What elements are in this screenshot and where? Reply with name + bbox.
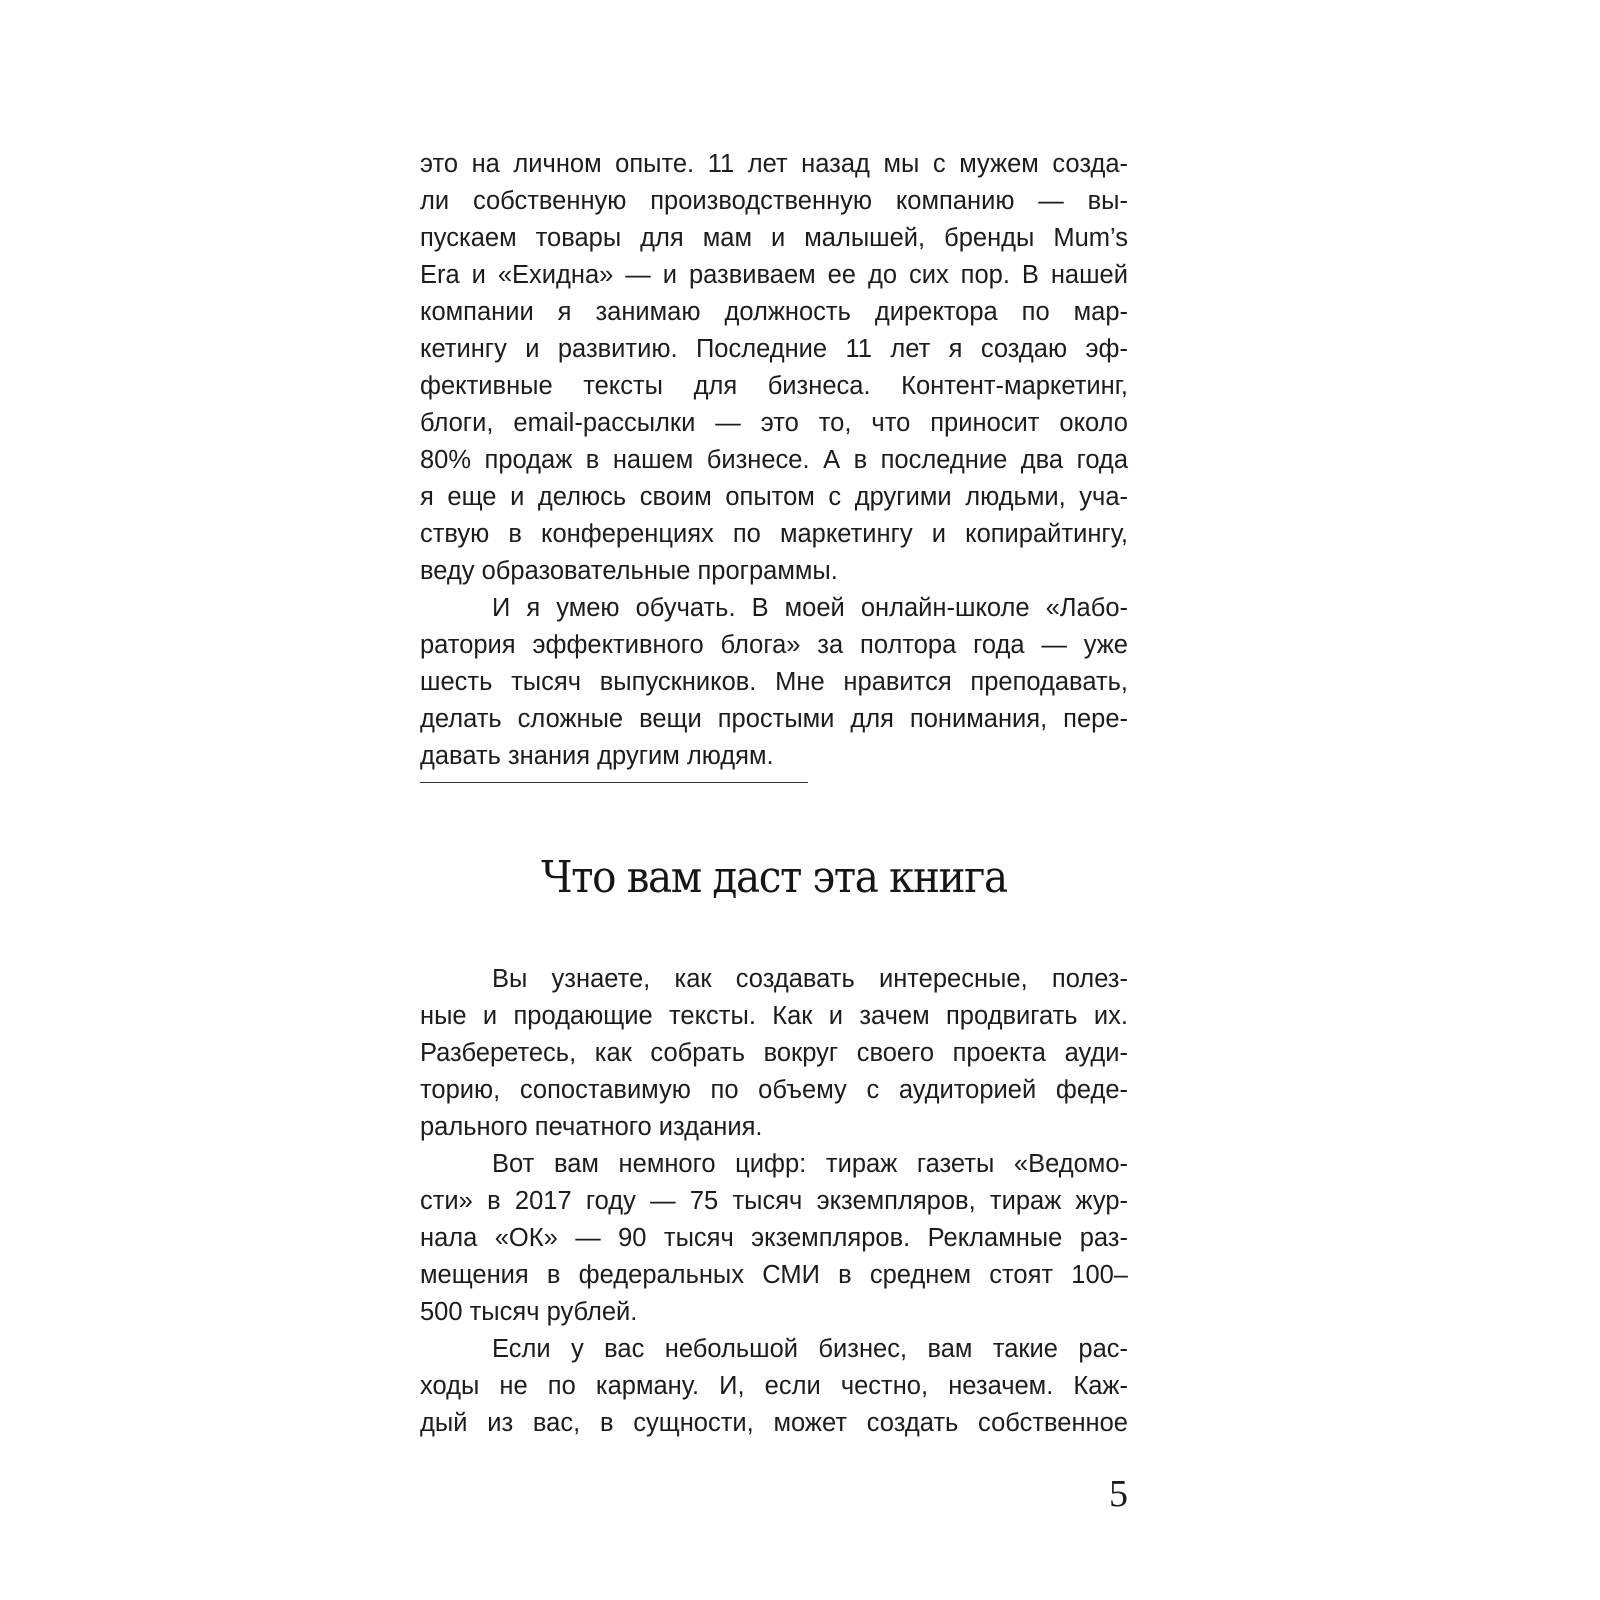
text-line: нала «ОК» — 90 тысяч экземпляров. Рекламные раз-: [420, 1224, 1128, 1252]
text-line: это на личном опыте. 11 лет назад мы с мужем созда-: [420, 150, 1128, 178]
text-line: сти» в 2017 году — 75 тысяч экземпляров, тираж жур-: [420, 1187, 1128, 1215]
text-line: веду образовательные программы.: [420, 557, 838, 585]
text-line: Если у вас небольшой бизнес, вам такие рас-: [492, 1335, 1128, 1363]
section-heading: Что вам даст эта книга: [541, 852, 1007, 903]
text-line: Вы узнаете, как создавать интересные, полез-: [492, 965, 1128, 993]
section-divider: [420, 782, 808, 783]
text-line: Era и «Ехидна» — и развиваем ее до сих пор. В нашей: [420, 261, 1128, 289]
text-line: И я умею обучать. В моей онлайн-школе «Лабо-: [492, 594, 1128, 622]
text-line: делать сложные вещи простыми для понимания, пере-: [420, 705, 1128, 733]
text-line: торию, сопоставимую по объему с аудиторией феде-: [420, 1076, 1128, 1104]
text-line: ствую в конференциях по маркетингу и копирайтингу,: [420, 520, 1128, 548]
text-line: шесть тысяч выпускников. Мне нравится преподавать,: [420, 668, 1128, 696]
text-line: кетингу и развитию. Последние 11 лет я создаю эф-: [420, 335, 1128, 363]
text-line: 500 тысяч рублей.: [420, 1298, 638, 1326]
text-line: мещения в федеральных СМИ в среднем стоят 100–: [420, 1261, 1128, 1289]
text-line: пускаем товары для мам и малышей, бренды Mum’s: [420, 224, 1128, 252]
text-line: Вот вам немного цифр: тираж газеты «Ведомо-: [492, 1150, 1128, 1178]
text-line: ли собственную производственную компанию — вы-: [420, 187, 1128, 215]
page-number: 5: [1109, 1473, 1128, 1515]
text-line: компании я занимаю должность директора по мар-: [420, 298, 1128, 326]
text-line: фективные тексты для бизнеса. Контент-маркетинг,: [420, 372, 1128, 400]
text-line: Разберетесь, как собрать вокруг своего проекта ауди-: [420, 1039, 1128, 1067]
text-line: давать знания другим людям.: [420, 742, 774, 770]
paragraph: [420, 961, 1128, 1146]
text-line: я еще и делюсь своим опытом с другими людьми, уча-: [420, 483, 1128, 511]
text-block-top: [420, 146, 1128, 775]
text-line: ратория эффективного блога» за полтора года — уже: [420, 631, 1128, 659]
text-line: рального печатного издания.: [420, 1113, 763, 1141]
text-line: блоги, email-рассылки — это то, что приносит около: [420, 409, 1128, 437]
text-line: дый из вас, в сущности, может создать собственное: [420, 1409, 1128, 1437]
paragraph: [420, 590, 1128, 775]
text-line: ные и продающие тексты. Как и зачем продвигать их.: [420, 1002, 1128, 1030]
text-line: 80% продаж в нашем бизнесе. А в последние два года: [420, 446, 1128, 474]
paragraph: [420, 1146, 1128, 1331]
text-block-bottom: [420, 961, 1128, 1442]
paragraph: [420, 146, 1128, 590]
text-line: ходы не по карману. И, если честно, незачем. Каж-: [420, 1372, 1128, 1400]
paragraph: [420, 1331, 1128, 1442]
